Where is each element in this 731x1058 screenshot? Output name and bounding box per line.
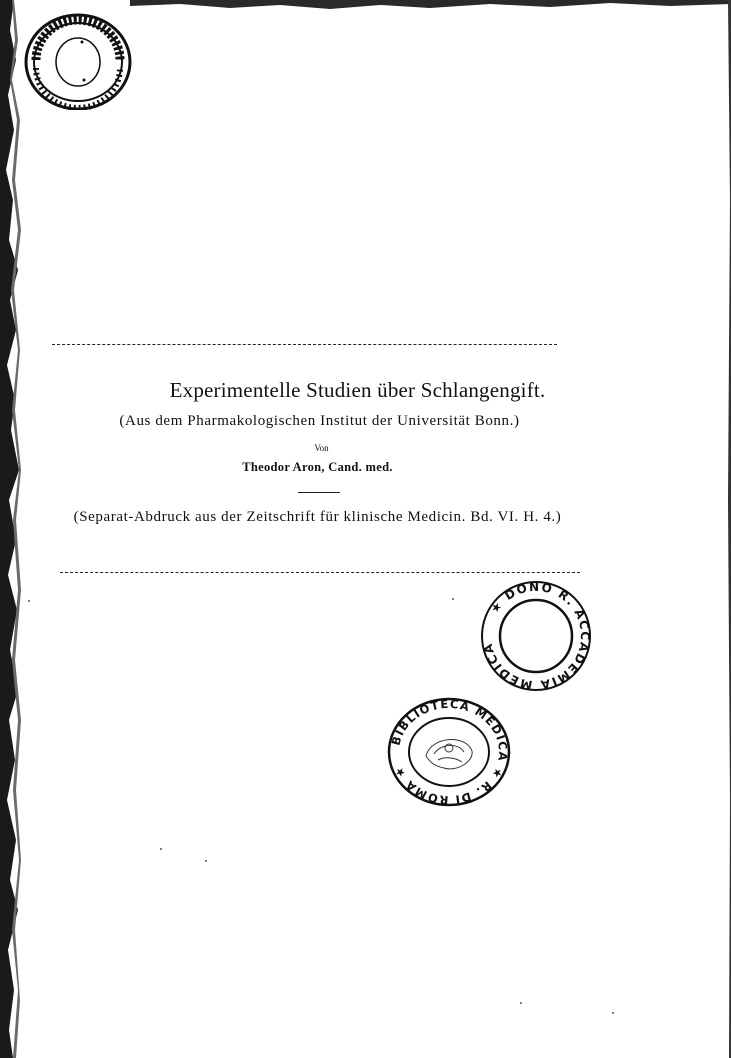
scan-right-edge — [721, 0, 731, 1058]
svg-text:★ DONO R. ACCADEMIA MEDICA: ★ DONO R. ACCADEMIA MEDICA — [480, 579, 593, 693]
biblioteca-medica-stamp — [386, 696, 512, 808]
bottom-dashed-rule — [60, 572, 580, 573]
by-line: Von — [314, 443, 329, 453]
document-title: Experimentelle Studien über Schlangengift. — [169, 378, 546, 402]
accademia-medica-stamp — [478, 578, 598, 698]
svg-text:BIBLIOTECA MEDICA ★ R. DI ROMA: BIBLIOTECA MEDICA ★ R. DI ROMA ★ — [388, 696, 511, 808]
scan-left-edge — [0, 0, 22, 1058]
reprint-note: (Separat-Abdruck aus der Zeitschrift für klinische Medicin. Bd. VI. H. 4.) — [73, 509, 562, 525]
scan-top-edge — [130, 0, 731, 14]
top-dashed-rule — [52, 344, 557, 345]
document-subtitle: (Aus dem Pharmakologischen Institut der Universität Bonn.) — [119, 413, 520, 429]
library-stamp-top-left — [12, 10, 132, 110]
author-name: Theodor Aron, Cand. med. — [242, 460, 393, 474]
short-divider — [298, 492, 340, 493]
